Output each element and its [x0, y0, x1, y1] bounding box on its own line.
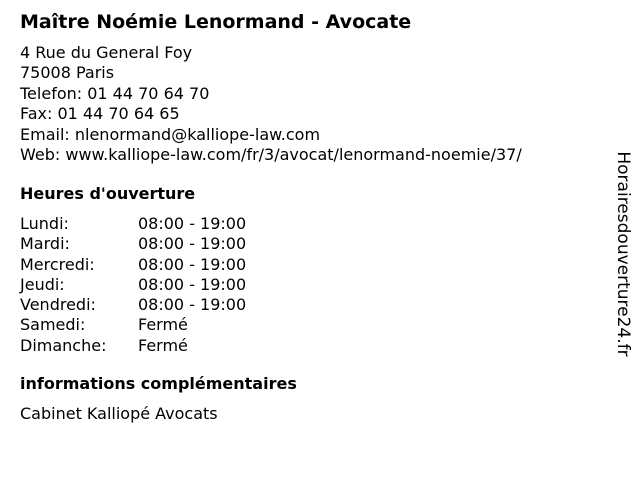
fax-number: Fax: 01 44 70 64 65: [20, 104, 180, 124]
additional-info-text: Cabinet Kalliopé Avocats: [20, 404, 218, 423]
hours-value: 08:00 - 19:00: [138, 274, 247, 294]
address-city: 75008 Paris: [20, 63, 115, 83]
day-label: Vendredi:: [20, 295, 96, 315]
contact-block: [20, 43, 522, 165]
hours-value: Fermé: [138, 315, 188, 335]
hours-value: 08:00 - 19:00: [138, 254, 247, 274]
address-street: 4 Rue du General Foy: [20, 43, 193, 62]
hours-row-tuesday: [20, 234, 300, 254]
hours-row-sunday: [20, 336, 300, 356]
day-label: Dimanche:: [20, 335, 107, 355]
hours-row-wednesday: [20, 255, 300, 275]
day-label: Jeudi:: [20, 274, 65, 294]
day-label: Mardi:: [20, 234, 70, 254]
day-label: Mercredi:: [20, 254, 95, 274]
hours-row-saturday: [20, 315, 300, 335]
hours-value: Fermé: [138, 335, 188, 355]
hours-row-thursday: [20, 275, 300, 295]
hours-value: 08:00 - 19:00: [138, 214, 247, 233]
opening-hours-heading: Heures d'ouverture: [20, 184, 196, 203]
additional-info-heading: informations complémentaires: [20, 374, 297, 393]
hours-value: 08:00 - 19:00: [138, 234, 247, 254]
hours-row-monday: [20, 214, 300, 234]
page-title: Maître Noémie Lenormand - Avocate: [20, 11, 412, 33]
opening-hours-table: [20, 214, 300, 356]
website-url: Web: www.kalliope-law.com/fr/3/avocat/lenormand-noemie/37/: [20, 144, 522, 164]
hours-value: 08:00 - 19:00: [138, 295, 247, 315]
hours-row-friday: [20, 295, 300, 315]
email-address: Email: nlenormand@kalliope-law.com: [20, 124, 321, 144]
phone-number: Telefon: 01 44 70 64 70: [20, 83, 210, 103]
watermark-text: Horairesdouverture24.fr: [613, 151, 633, 357]
day-label: Lundi:: [20, 214, 69, 233]
day-label: Samedi:: [20, 315, 86, 335]
